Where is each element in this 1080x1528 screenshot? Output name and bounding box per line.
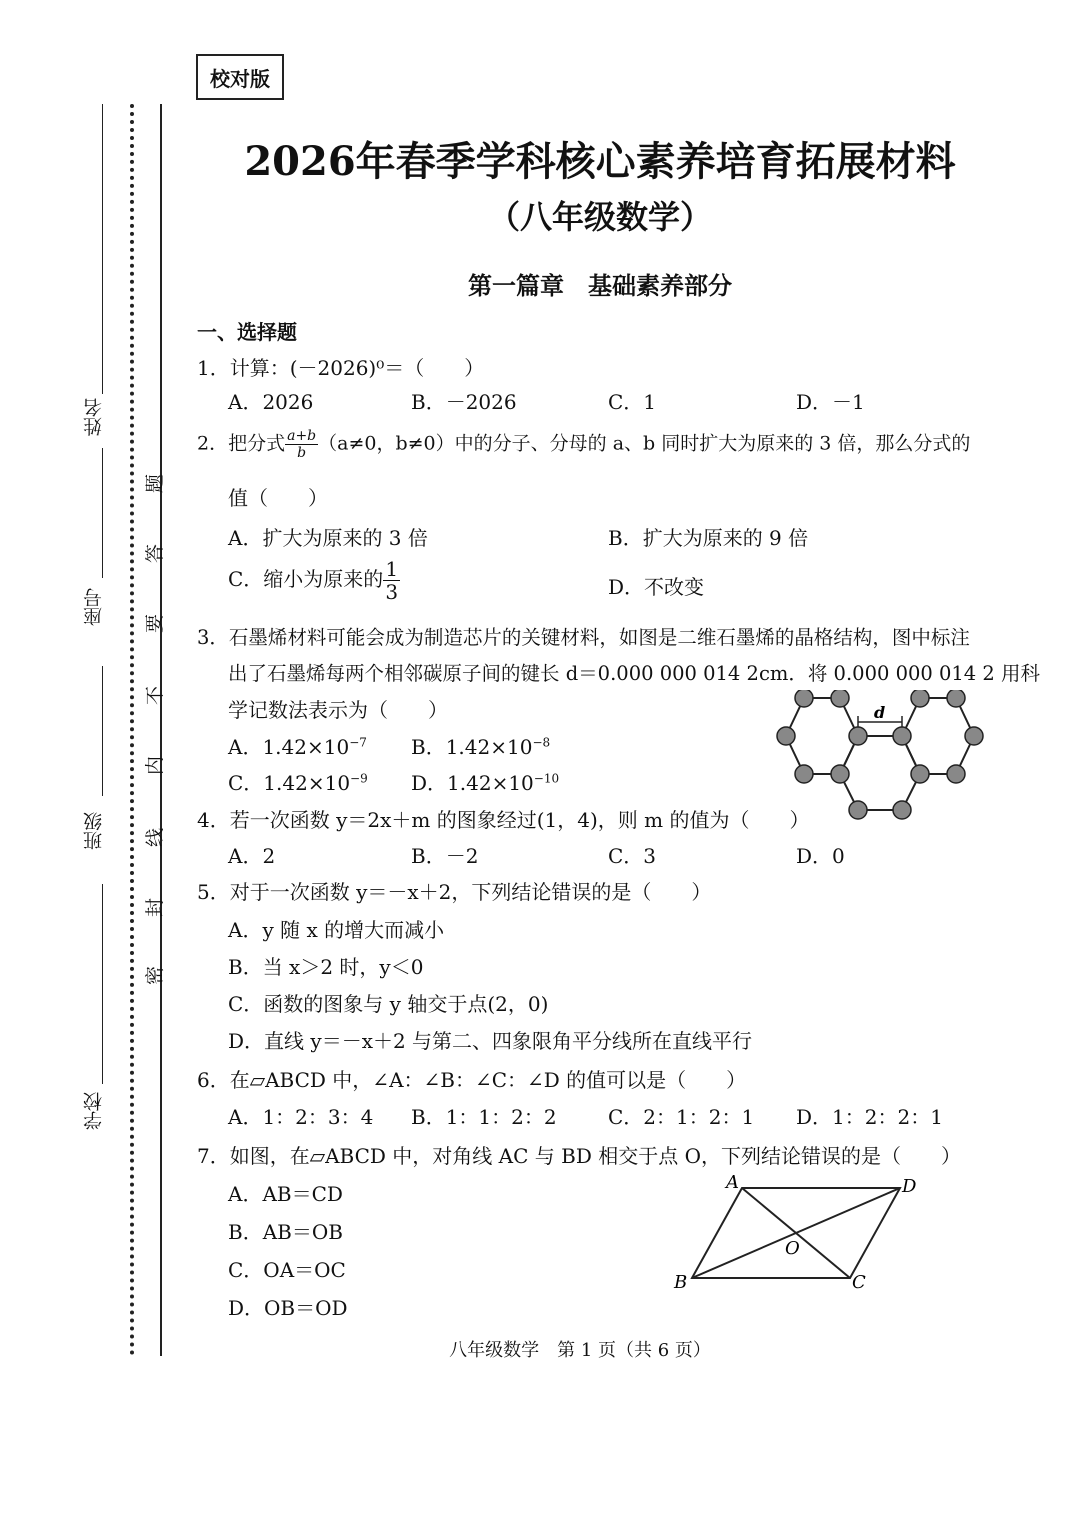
q7-option-a: A．AB＝CD <box>228 1182 343 1206</box>
q2-fraction-denominator: b <box>297 445 307 461</box>
class-line-top <box>102 666 103 796</box>
chapter-heading: 第一篇章 基础素养部分 <box>468 271 732 300</box>
page-footer: 八年级数学 第 1 页（共 6 页） <box>449 1340 711 1361</box>
carbon-atom <box>911 765 929 783</box>
seal-char: 线 <box>144 827 167 848</box>
q6-option-d: D．1：2：2：1 <box>796 1105 943 1129</box>
q5-option-c: C．函数的图象与 y 轴交于点(2，0) <box>228 992 549 1016</box>
question-3-line2: 出了石墨烯每两个相邻碳原子间的键长 d＝0.000 000 014 2cm．将 0.000 000 014 2 用科 <box>228 662 1041 685</box>
seal-char: 密 <box>144 965 167 986</box>
q4-option-d: D．0 <box>796 844 845 868</box>
q5-option-b: B．当 x＞2 时，y＜0 <box>228 955 424 979</box>
q3-option-c <box>228 767 368 796</box>
name-label: 姓名 <box>83 398 105 436</box>
q3-option-d-text: D．1.42×10 <box>411 771 534 795</box>
q2-suffix: （a≠0，b≠0）中的分子、分母的 a、b 同时扩大为原来的 3 倍，那么分式的 <box>318 432 971 455</box>
q4-option-a: A．2 <box>228 844 276 868</box>
carbon-atom <box>911 690 929 707</box>
q2-c-numerator: 1 <box>385 557 399 581</box>
seal-char: 封 <box>144 897 167 918</box>
question-2-line2: 值（ ） <box>228 486 328 510</box>
hexagon <box>902 698 974 774</box>
q3-option-d <box>411 767 559 796</box>
question-4: 4．若一次函数 y＝2x＋m 的图象经过(1，4)，则 m 的值为（ ） <box>197 808 810 832</box>
q2-fraction <box>285 428 318 461</box>
carbon-atom <box>947 765 965 783</box>
question-7: 7．如图，在▱ABCD 中，对角线 AC 与 BD 相交于点 O，下列结论错误的是（ ） <box>197 1144 961 1168</box>
seal-char: 要 <box>144 613 167 634</box>
q3-option-b-text: B．1.42×10 <box>411 735 533 759</box>
section-heading: 一、选择题 <box>197 320 297 344</box>
carbon-atom <box>849 727 867 745</box>
parallelogram-figure <box>660 1166 930 1296</box>
q5-option-d: D．直线 y＝－x＋2 与第二、四象限角平分线所在直线平行 <box>228 1029 753 1053</box>
question-2 <box>197 428 970 461</box>
q3-option-d-exp: −10 <box>533 771 560 786</box>
seat-line-top <box>102 448 103 578</box>
q1-option-d: D．－1 <box>796 390 865 414</box>
vertex-label-a: A <box>726 1172 739 1193</box>
q2-option-a: A．扩大为原来的 3 倍 <box>228 526 428 550</box>
diagonal-bd <box>692 1188 900 1278</box>
q1-option-a: A．2026 <box>228 390 314 414</box>
seal-char: 内 <box>144 755 167 776</box>
carbon-atom <box>849 801 867 819</box>
question-1: 1．计算：(－2026)⁰＝（ ） <box>197 356 485 380</box>
carbon-atom <box>795 765 813 783</box>
vertex-label-b: B <box>674 1272 688 1293</box>
vertex-label-c: C <box>852 1272 866 1293</box>
carbon-atom <box>831 765 849 783</box>
q3-option-a <box>228 731 367 760</box>
question-3-line1: 3．石墨烯材料可能会成为制造芯片的关键材料，如图是二维石墨烯的晶格结构，图中标注 <box>197 626 970 649</box>
q3-option-b-exp: −8 <box>532 735 551 750</box>
seal-char: 题 <box>144 473 167 494</box>
seal-char: 不 <box>144 685 167 706</box>
q1-option-c: C．1 <box>608 390 657 414</box>
question-5: 5．对于一次函数 y＝－x＋2，下列结论错误的是（ ） <box>197 880 712 904</box>
q2-c-denominator: 3 <box>385 580 399 604</box>
q2-option-c-fraction <box>383 558 400 603</box>
q4-option-b: B．－2 <box>411 844 479 868</box>
q7-option-d: D．OB＝OD <box>228 1296 348 1320</box>
carbon-atom <box>795 690 813 707</box>
q5-option-a: A．y 随 x 的增大而减小 <box>228 918 445 942</box>
class-label: 班级 <box>83 812 105 850</box>
q6-option-b: B．1：1：2：2 <box>411 1105 557 1129</box>
q3-option-a-text: A．1.42×10 <box>228 735 350 759</box>
school-label: 学校 <box>83 1092 105 1130</box>
q2-option-d: D．不改变 <box>608 575 705 599</box>
q2-option-b: B．扩大为原来的 9 倍 <box>608 526 809 550</box>
seat-label: 座号 <box>83 588 105 626</box>
bond-length-label: d <box>874 703 886 722</box>
q7-option-b: B．AB＝OB <box>228 1220 343 1244</box>
proofread-stamp: 校对版 <box>196 54 284 100</box>
seal-char: 答 <box>144 543 167 564</box>
carbon-atom <box>831 690 849 707</box>
q3-option-c-text: C．1.42×10 <box>228 771 351 795</box>
page-subtitle: （八年级数学） <box>487 198 712 236</box>
q4-option-c: C．3 <box>608 844 657 868</box>
graphene-lattice-figure <box>760 690 1010 820</box>
carbon-atom <box>893 727 911 745</box>
question-3-line3: 学记数法表示为（ ） <box>228 698 448 722</box>
carbon-atom <box>777 727 795 745</box>
school-line-top <box>102 884 103 1084</box>
page-title: 2026年春季学科核心素养培育拓展材料 <box>244 138 956 185</box>
q3-option-a-exp: −7 <box>349 735 367 750</box>
q3-option-c-exp: −9 <box>350 771 368 786</box>
carbon-atom <box>965 727 983 745</box>
q2-prefix: 2．把分式 <box>197 432 286 455</box>
q3-option-b <box>411 731 550 760</box>
vertex-label-d: D <box>902 1176 917 1197</box>
carbon-atom <box>893 801 911 819</box>
hexagon <box>786 698 858 774</box>
question-6: 6．在▱ABCD 中，∠A：∠B：∠C：∠D 的值可以是（ ） <box>197 1068 747 1092</box>
q1-option-b: B．－2026 <box>411 390 517 414</box>
q2-fraction-numerator: a+b <box>287 428 317 444</box>
q7-option-c: C．OA＝OC <box>228 1258 346 1282</box>
q6-option-c: C．2：1：2：1 <box>608 1105 755 1129</box>
q2-option-c <box>228 558 400 603</box>
carbon-atom <box>947 690 965 707</box>
intersection-label-o: O <box>785 1238 800 1259</box>
q2-option-c-text: C．缩小为原来的 <box>228 567 384 591</box>
q6-option-a: A．1：2：3：4 <box>228 1105 374 1129</box>
